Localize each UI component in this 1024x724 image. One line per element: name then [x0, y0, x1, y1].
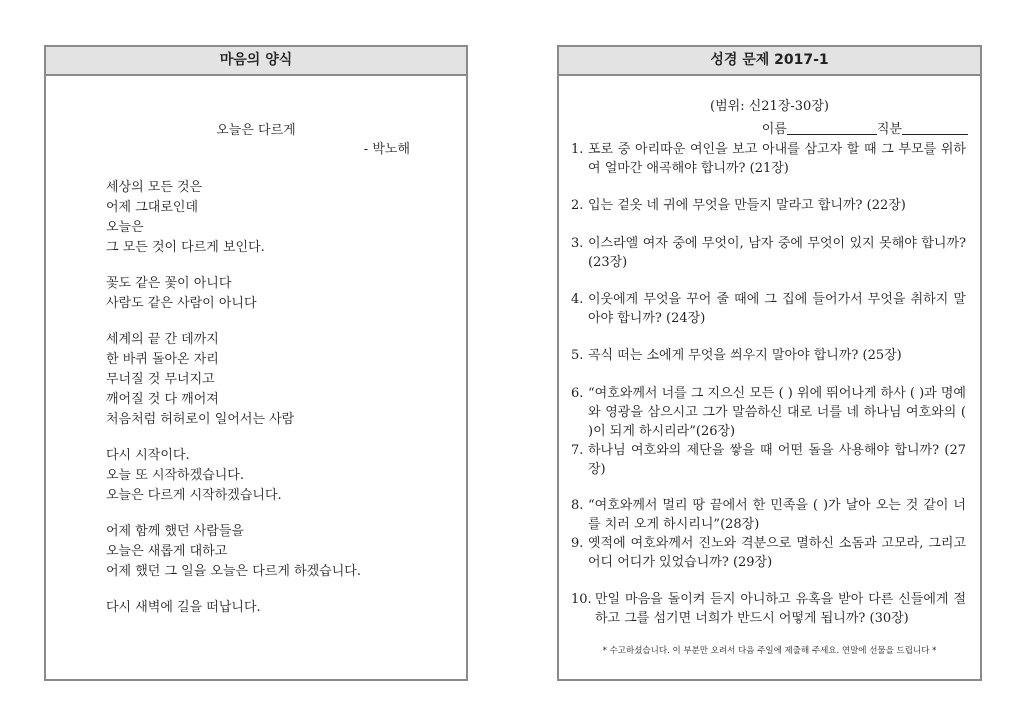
- question-number: 6.: [571, 386, 584, 401]
- question-item: [571, 441, 966, 479]
- question-text: 만일 마음을 돌이켜 듣지 아니하고 유혹을 받아 다른 신들에게 절하고 그를 섬기면 너희가 반드시 어떻게 됩니까? (30장): [595, 592, 966, 626]
- question-number: 4.: [571, 292, 584, 307]
- question-item: [571, 290, 966, 328]
- name-field[interactable]: [762, 118, 968, 137]
- quiz-range: (범위: 신21장-30장): [710, 99, 829, 114]
- poem-title: 오늘은 다르게: [216, 123, 296, 138]
- poem-stanza: [106, 330, 361, 430]
- poem-line: 오늘은 다르게 시작하겠습니다.: [106, 488, 282, 503]
- poem-line: 그 모든 것이 다르게 보인다.: [106, 240, 265, 255]
- poem-stanza: [106, 598, 361, 618]
- poem-line: 어제 했던 그 일을 오늘은 다르게 하겠습니다.: [106, 564, 361, 579]
- poem-line: 오늘은 새롭게 대하고: [106, 544, 228, 559]
- poem-stanza: [106, 178, 361, 258]
- poem-body: [106, 178, 361, 634]
- poem-panel: [44, 45, 468, 681]
- footer-note: * 수고하셨습니다. 이 부분만 오려서 다음 주일에 제출해 주세요. 연말에 선물을 드립니다 *: [602, 646, 937, 656]
- question-item: [571, 590, 966, 628]
- poem-stanza: [106, 446, 361, 506]
- question-text: 이웃에게 무엇을 꾸어 줄 때에 그 집에 들어가서 무엇을 취하지 말아야 합니까? (24장): [588, 292, 966, 326]
- poem-line: 사람도 같은 사람이 아니다: [106, 296, 257, 311]
- question-number: 5.: [571, 348, 584, 363]
- poem-line: 어제 그대로인데: [106, 200, 199, 215]
- poem-stanza: [106, 274, 361, 314]
- quiz-panel-header: 성경 문제 2017-1: [559, 47, 980, 76]
- poem-line: 다시 시작이다.: [106, 448, 190, 463]
- poem-line: 세상의 모든 것은: [106, 180, 203, 195]
- question-text: 이스라엘 여자 중에 무엇이, 남자 중에 무엇이 있지 못해야 합니까? (23장): [588, 236, 966, 270]
- question-text: 하나님 여호와의 제단을 쌓을 때 어떤 돌을 사용해야 합니까? (27장): [588, 443, 966, 477]
- position-label: 직분: [876, 122, 902, 137]
- poem-line: 오늘 또 시작하겠습니다.: [106, 468, 244, 483]
- quiz-panel: [557, 45, 982, 681]
- question-item: [571, 140, 966, 178]
- question-text: 입는 겉옷 네 귀에 무엇을 만들지 말라고 합니까? (22장): [588, 198, 906, 213]
- poem-line: 다시 새벽에 길을 떠납니다.: [106, 600, 261, 615]
- question-text: 곡식 떠는 소에게 무엇을 씌우지 말아야 합니까? (25장): [588, 348, 902, 363]
- poem-line: 어제 함께 했던 사람들을: [106, 524, 244, 539]
- position-blank[interactable]: [902, 121, 968, 135]
- question-item: [571, 384, 966, 441]
- question-text: 옛적에 여호와께서 진노와 격분으로 멸하신 소돔과 고모라, 그리고 어디 어디가 있었습니까? (29장): [588, 536, 966, 570]
- question-number: 1.: [571, 142, 584, 157]
- name-blank[interactable]: [787, 121, 877, 135]
- question-number: 3.: [571, 236, 584, 251]
- name-label: 이름: [761, 122, 787, 137]
- question-item: [571, 234, 966, 272]
- poem-stanza: [106, 522, 361, 582]
- question-item: [571, 346, 966, 365]
- poem-line: 꽃도 같은 꽃이 아니다: [106, 276, 232, 291]
- poem-panel-header: 마음의 양식: [46, 47, 466, 76]
- question-item: [571, 196, 966, 215]
- poem-author: - 박노해: [363, 142, 410, 157]
- question-number: 7.: [571, 443, 584, 458]
- question-number: 8.: [571, 498, 584, 513]
- poem-line: 세계의 끝 간 데까지: [106, 332, 219, 347]
- poem-line: 처음처럼 허허로이 일어서는 사람: [106, 412, 295, 427]
- poem-line: 오늘은: [106, 220, 144, 235]
- question-text: 포로 중 아리따운 여인을 보고 아내를 삼고자 할 때 그 부모를 위하여 얼마간 애곡해야 합니까? (21장): [588, 142, 966, 176]
- question-text: “여호와께서 멀리 땅 끝에서 한 민족을 ( )가 날아 오는 것 같이 너를 치러 오게 하시리니”(28장): [588, 498, 966, 532]
- question-item: [571, 496, 966, 534]
- question-text: “여호와께서 너를 그 지으신 모든 ( ) 위에 뛰어나게 하사 ( )과 명예와 영광을 삼으시고 그가 말씀하신 대로 너를 네 하나님 여호와의 ( )이 되게 하시리라”(26장): [588, 386, 966, 439]
- question-number: 2.: [571, 198, 584, 213]
- question-number: 9.: [571, 536, 584, 551]
- poem-line: 깨어질 것 다 깨어져: [106, 392, 219, 407]
- poem-line: 한 바퀴 돌아온 자리: [106, 352, 219, 367]
- question-number: 10.: [571, 592, 592, 607]
- poem-line: 무너질 것 무너지고: [106, 372, 215, 387]
- question-item: [571, 534, 966, 572]
